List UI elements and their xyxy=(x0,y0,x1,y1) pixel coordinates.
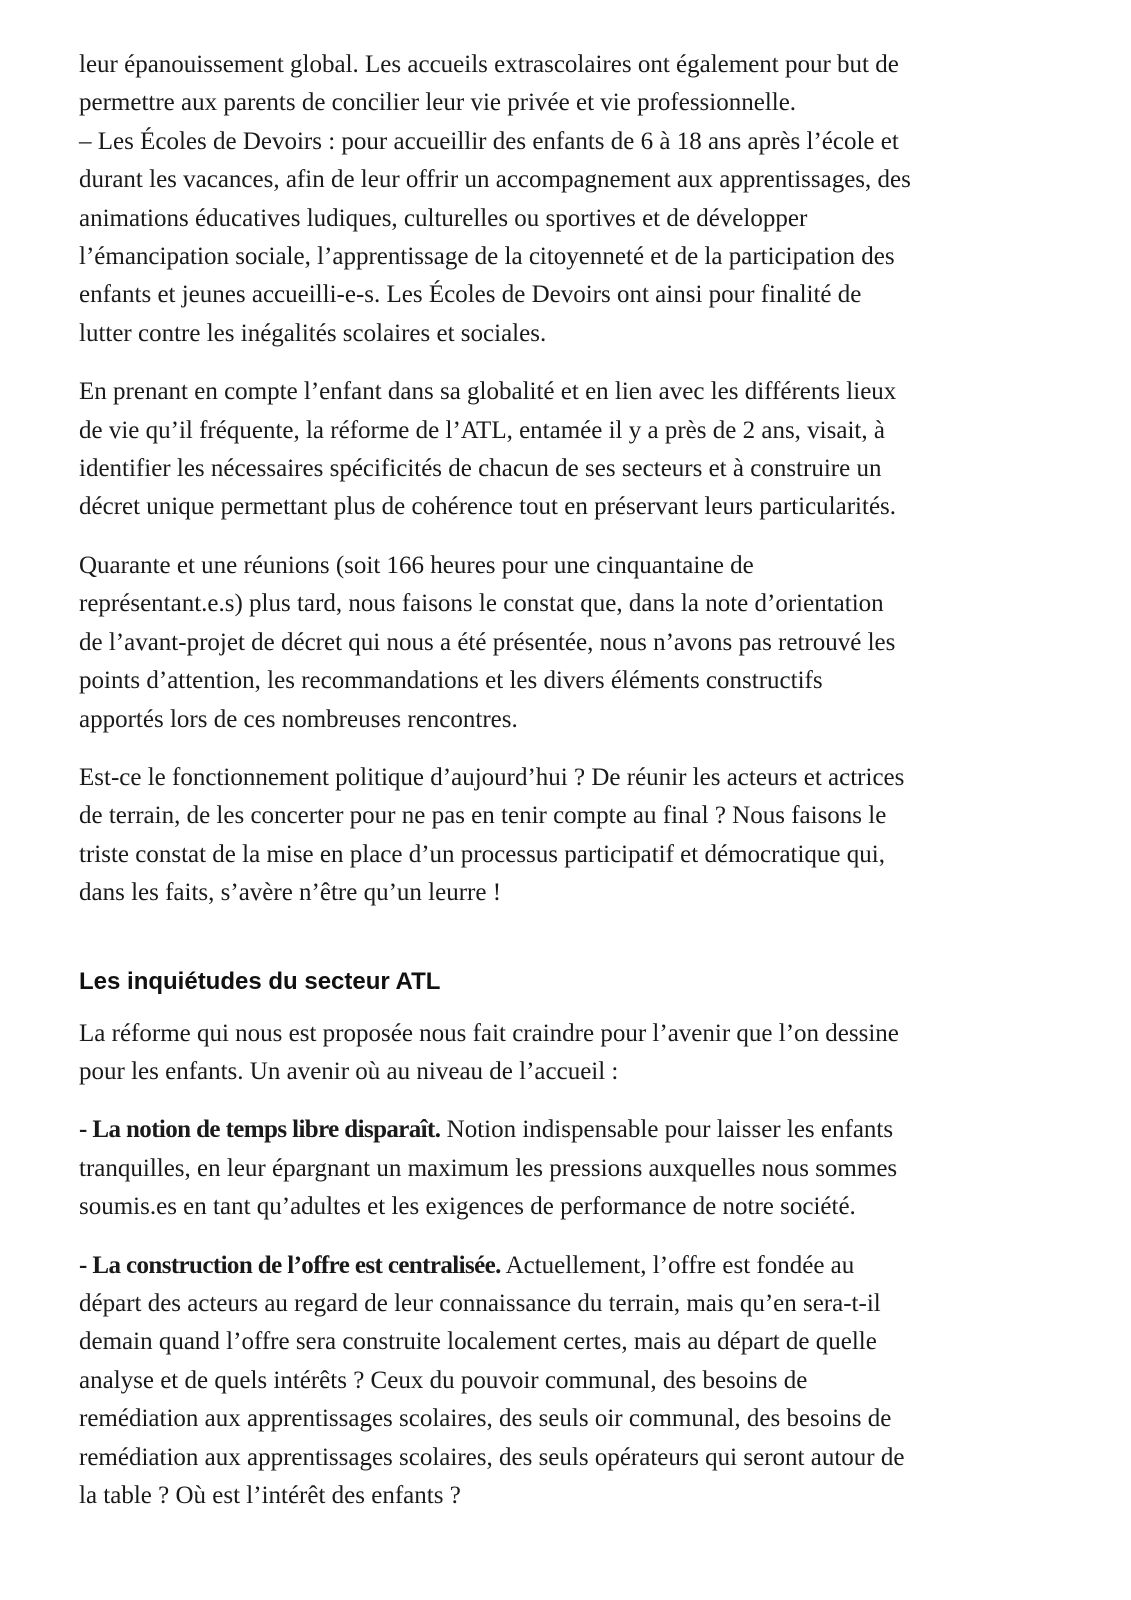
text-line: En prenant en compte l’enfant dans sa globalité et en lien avec les différents lieux xyxy=(79,378,897,406)
text-line: lutter contre les inégalités scolaires et sociales. xyxy=(79,319,547,347)
text-line: de vie qu’il fréquente, la réforme de l’ATL, entamée il y a près de 2 ans, visait, à xyxy=(79,416,885,444)
text-line: permettre aux parents de concilier leur vie privée et vie professionnelle. xyxy=(79,89,797,117)
text-line: de l’avant-projet de décret qui nous a été présentée, nous n’avons pas retrouvé les xyxy=(79,628,896,656)
text-line: identifier les nécessaires spécificités de chacun de ses secteurs et à construire un xyxy=(79,455,882,483)
text-line: de terrain, de les concerter pour ne pas en tenir compte au final ? Nous faisons le xyxy=(79,802,887,830)
text-line: analyse et de quels intérêts ? Ceux du pouvoir communal, des besoins de xyxy=(79,1366,808,1394)
text-line: remédiation aux apprentissages scolaires, des seuls opérateurs qui seront autour de xyxy=(79,1443,905,1471)
text-line: dans les faits, s’avère n’être qu’un leurre ! xyxy=(79,879,502,907)
point-first-line-rest: Notion indispensable pour laisser les enfants xyxy=(440,1116,894,1144)
text-line: Quarante et une réunions (soit 166 heures pour une cinquantaine de xyxy=(79,551,754,579)
section-heading: Les inquiétudes du secteur ATL xyxy=(79,967,441,995)
text-line: tranquilles, en leur épargnant un maximum les pressions auxquelles nous sommes xyxy=(79,1154,898,1182)
paragraph-section-intro xyxy=(79,1015,1069,1092)
text-line: Est-ce le fonctionnement politique d’aujourd’hui ? De réunir les acteurs et actrices xyxy=(79,763,905,791)
text-line: points d’attention, les recommandations et les divers éléments constructifs xyxy=(79,667,823,695)
text-line: l’émancipation sociale, l’apprentissage de la citoyenneté et de la participation des xyxy=(79,243,895,271)
point-centralised-offer xyxy=(79,1247,1069,1516)
point-lead: - La notion de temps libre disparaît. xyxy=(79,1116,441,1144)
text-line: – Les Écoles de Devoirs : pour accueillir des enfants de 6 à 18 ans après l’école et xyxy=(79,127,899,155)
text-line: triste constat de la mise en place d’un processus participatif et démocratique qui, xyxy=(79,840,885,868)
paragraph-reform xyxy=(79,373,1069,527)
text-line: durant les vacances, afin de leur offrir un accompagnement aux apprentissages, des xyxy=(79,166,911,194)
paragraph-politics xyxy=(79,759,1069,913)
text-line: La réforme qui nous est proposée nous fait craindre pour l’avenir que l’on dessine xyxy=(79,1019,899,1047)
text-line xyxy=(79,1111,1069,1149)
article-body xyxy=(79,46,1069,1535)
point-lead: - La construction de l’offre est centralisée. xyxy=(79,1251,501,1279)
text-line: enfants et jeunes accueilli-e-s. Les Écoles de Devoirs ont ainsi pour finalité de xyxy=(79,281,862,309)
text-line: décret unique permettant plus de cohérence tout en préservant leurs particularités. xyxy=(79,493,897,521)
paragraph-meetings xyxy=(79,547,1069,739)
text-line: la table ? Où est l’intérêt des enfants ? xyxy=(79,1482,461,1509)
text-line: leur épanouissement global. Les accueils extrascolaires ont également pour but de xyxy=(79,51,899,78)
point-first-line-rest: Actuellement, l’offre est fondée au xyxy=(500,1251,855,1279)
text-line: représentant.e.s) plus tard, nous faisons le constat que, dans la note d’orientation xyxy=(79,590,884,618)
point-free-time xyxy=(79,1111,1069,1226)
text-line xyxy=(79,1247,1069,1285)
text-line: apportés lors de ces nombreuses rencontres. xyxy=(79,705,518,733)
text-line: pour les enfants. Un avenir où au niveau de l’accueil : xyxy=(79,1057,619,1085)
text-line: animations éducatives ludiques, culturelles ou sportives et de développer xyxy=(79,204,808,232)
text-line: départ des acteurs au regard de leur connaissance du terrain, mais qu’en sera-t-il xyxy=(79,1289,881,1317)
text-line: soumis.es en tant qu’adultes et les exigences de performance de notre société. xyxy=(79,1193,856,1221)
text-line: demain quand l’offre sera construite localement certes, mais au départ de quelle xyxy=(79,1328,877,1356)
paragraph-continuation xyxy=(79,46,1069,353)
text-line: remédiation aux apprentissages scolaires, des seuls oir communal, des besoins de xyxy=(79,1405,892,1433)
